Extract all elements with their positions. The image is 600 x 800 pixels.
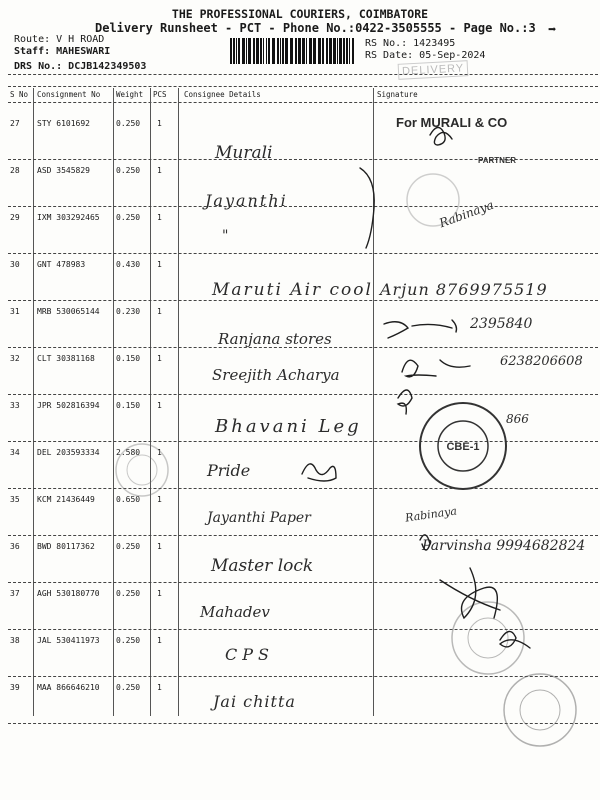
row-consignment-number: CLT 30381168 [37,354,95,363]
row-consignment-number: GNT 478983 [37,260,86,269]
handwritten-consignee: Murali [215,143,273,163]
row-weight: 0.250 [116,636,141,645]
col-header-sno: S No [10,90,29,99]
rs-number: RS No.: 1423495 [365,38,456,49]
row-weight: 0.250 [116,542,141,551]
row-weight: 0.430 [116,260,141,269]
runsheet-subtitle: Delivery Runsheet - PCT - Phone No.:0422-3505555 - Page No.:3 [95,21,536,35]
signature-text: 866 [506,412,529,426]
row-pcs: 1 [157,495,162,504]
svg-text:CBE-1: CBE-1 [446,441,480,453]
handwritten-consignee: Jayanthi Paper [207,510,311,526]
handwritten-consignee: Ranjana stores [218,330,332,348]
handwritten-consignee: Jai chitta [213,692,296,711]
row-pcs: 1 [157,448,162,457]
staff-label: Staff: MAHESWARI [14,46,111,57]
signature-text: 6238206608 [500,354,583,369]
row-weight: 0.230 [116,307,141,316]
signature-text: Rabinaya [437,197,496,231]
row-weight: 0.150 [116,401,141,410]
signature-text: 2395840 [470,316,533,332]
row-pcs: 1 [157,354,162,363]
handwritten-consignee: Bhavani Leg [215,416,362,437]
row-weight: 0.150 [116,354,141,363]
row-sno: 32 [10,354,20,363]
company-title: THE PROFESSIONAL COURIERS, COIMBATORE [171,7,429,21]
row-weight: 0.250 [116,166,141,175]
row-sno: 35 [10,495,20,504]
row-pcs: 1 [157,260,162,269]
row-sno: 39 [10,683,20,692]
row-pcs: 1 [157,683,162,692]
handwritten-consignee: Master lock [211,556,314,576]
handwritten-consignee: " [222,228,229,244]
row-pcs: 1 [157,542,162,551]
handwritten-consignee: Mahadev [200,603,270,621]
col-header-consignment: Consignment No [37,90,101,99]
handwritten-consignee: Pride [207,461,251,480]
row-sno: 34 [10,448,20,457]
row-sno: 30 [10,260,20,269]
row-pcs: 1 [157,213,162,222]
route-label: Route: V H ROAD [14,34,105,45]
murali-stamp: For MURALI & CO [396,115,508,130]
row-pcs: 1 [157,636,162,645]
col-header-weight: Weight [116,90,144,99]
row-sno: 27 [10,119,20,128]
row-weight: 0.250 [116,683,141,692]
row-sno: 33 [10,401,20,410]
row-weight: 0.250 [116,213,141,222]
col-header-consignee: Consignee Details [184,90,261,99]
row-weight: 0.250 [116,589,141,598]
arrow-icon: ➡ [548,22,557,38]
row-pcs: 1 [157,307,162,316]
row-consignment-number: BWD 80117362 [37,542,95,551]
signature-text: Arjun 8769975519 [380,280,548,299]
col-header-pcs: PCS [153,90,167,99]
drs-number: DRS No.: DCJB142349503 [14,61,147,72]
row-weight: 0.250 [116,119,141,128]
col-header-signature: Signature [377,90,418,99]
row-consignment-number: IXM 303292465 [37,213,100,222]
row-consignment-number: ASD 3545829 [37,166,90,175]
row-sno: 31 [10,307,20,316]
row-pcs: 1 [157,401,162,410]
handwritten-consignee: Maruti Air cool [212,280,373,300]
row-consignment-number: AGH 530180770 [37,589,100,598]
row-pcs: 1 [157,589,162,598]
row-consignment-number: MRB 530065144 [37,307,100,316]
row-sno: 28 [10,166,20,175]
row-consignment-number: STY 6101692 [37,119,90,128]
handwritten-consignee: Jayanthi [205,191,288,210]
handwritten-consignee: CPS [225,645,274,664]
row-sno: 37 [10,589,20,598]
handwritten-consignee: Sreejith Acharya [212,366,340,384]
row-pcs: 1 [157,119,162,128]
row-weight: 0.650 [116,495,141,504]
row-sno: 38 [10,636,20,645]
row-consignment-number: JPR 502816394 [37,401,100,410]
delivery-watermark: DELIVERY [398,60,469,80]
row-sno: 29 [10,213,20,222]
rs-date: RS Date: 05-Sep-2024 [365,50,486,61]
row-consignment-number: JAL 530411973 [37,636,100,645]
signature-text: Rabinaya [404,504,458,525]
row-sno: 36 [10,542,20,551]
signature-text: Parvinsha 9994682824 [422,538,586,554]
row-consignment-number: MAA 866646210 [37,683,100,692]
row-pcs: 1 [157,166,162,175]
row-consignment-number: KCM 21436449 [37,495,95,504]
partner-stamp: PARTNER [478,156,517,165]
row-weight: 2.580 [116,448,141,457]
row-consignment-number: DEL 203593334 [37,448,100,457]
